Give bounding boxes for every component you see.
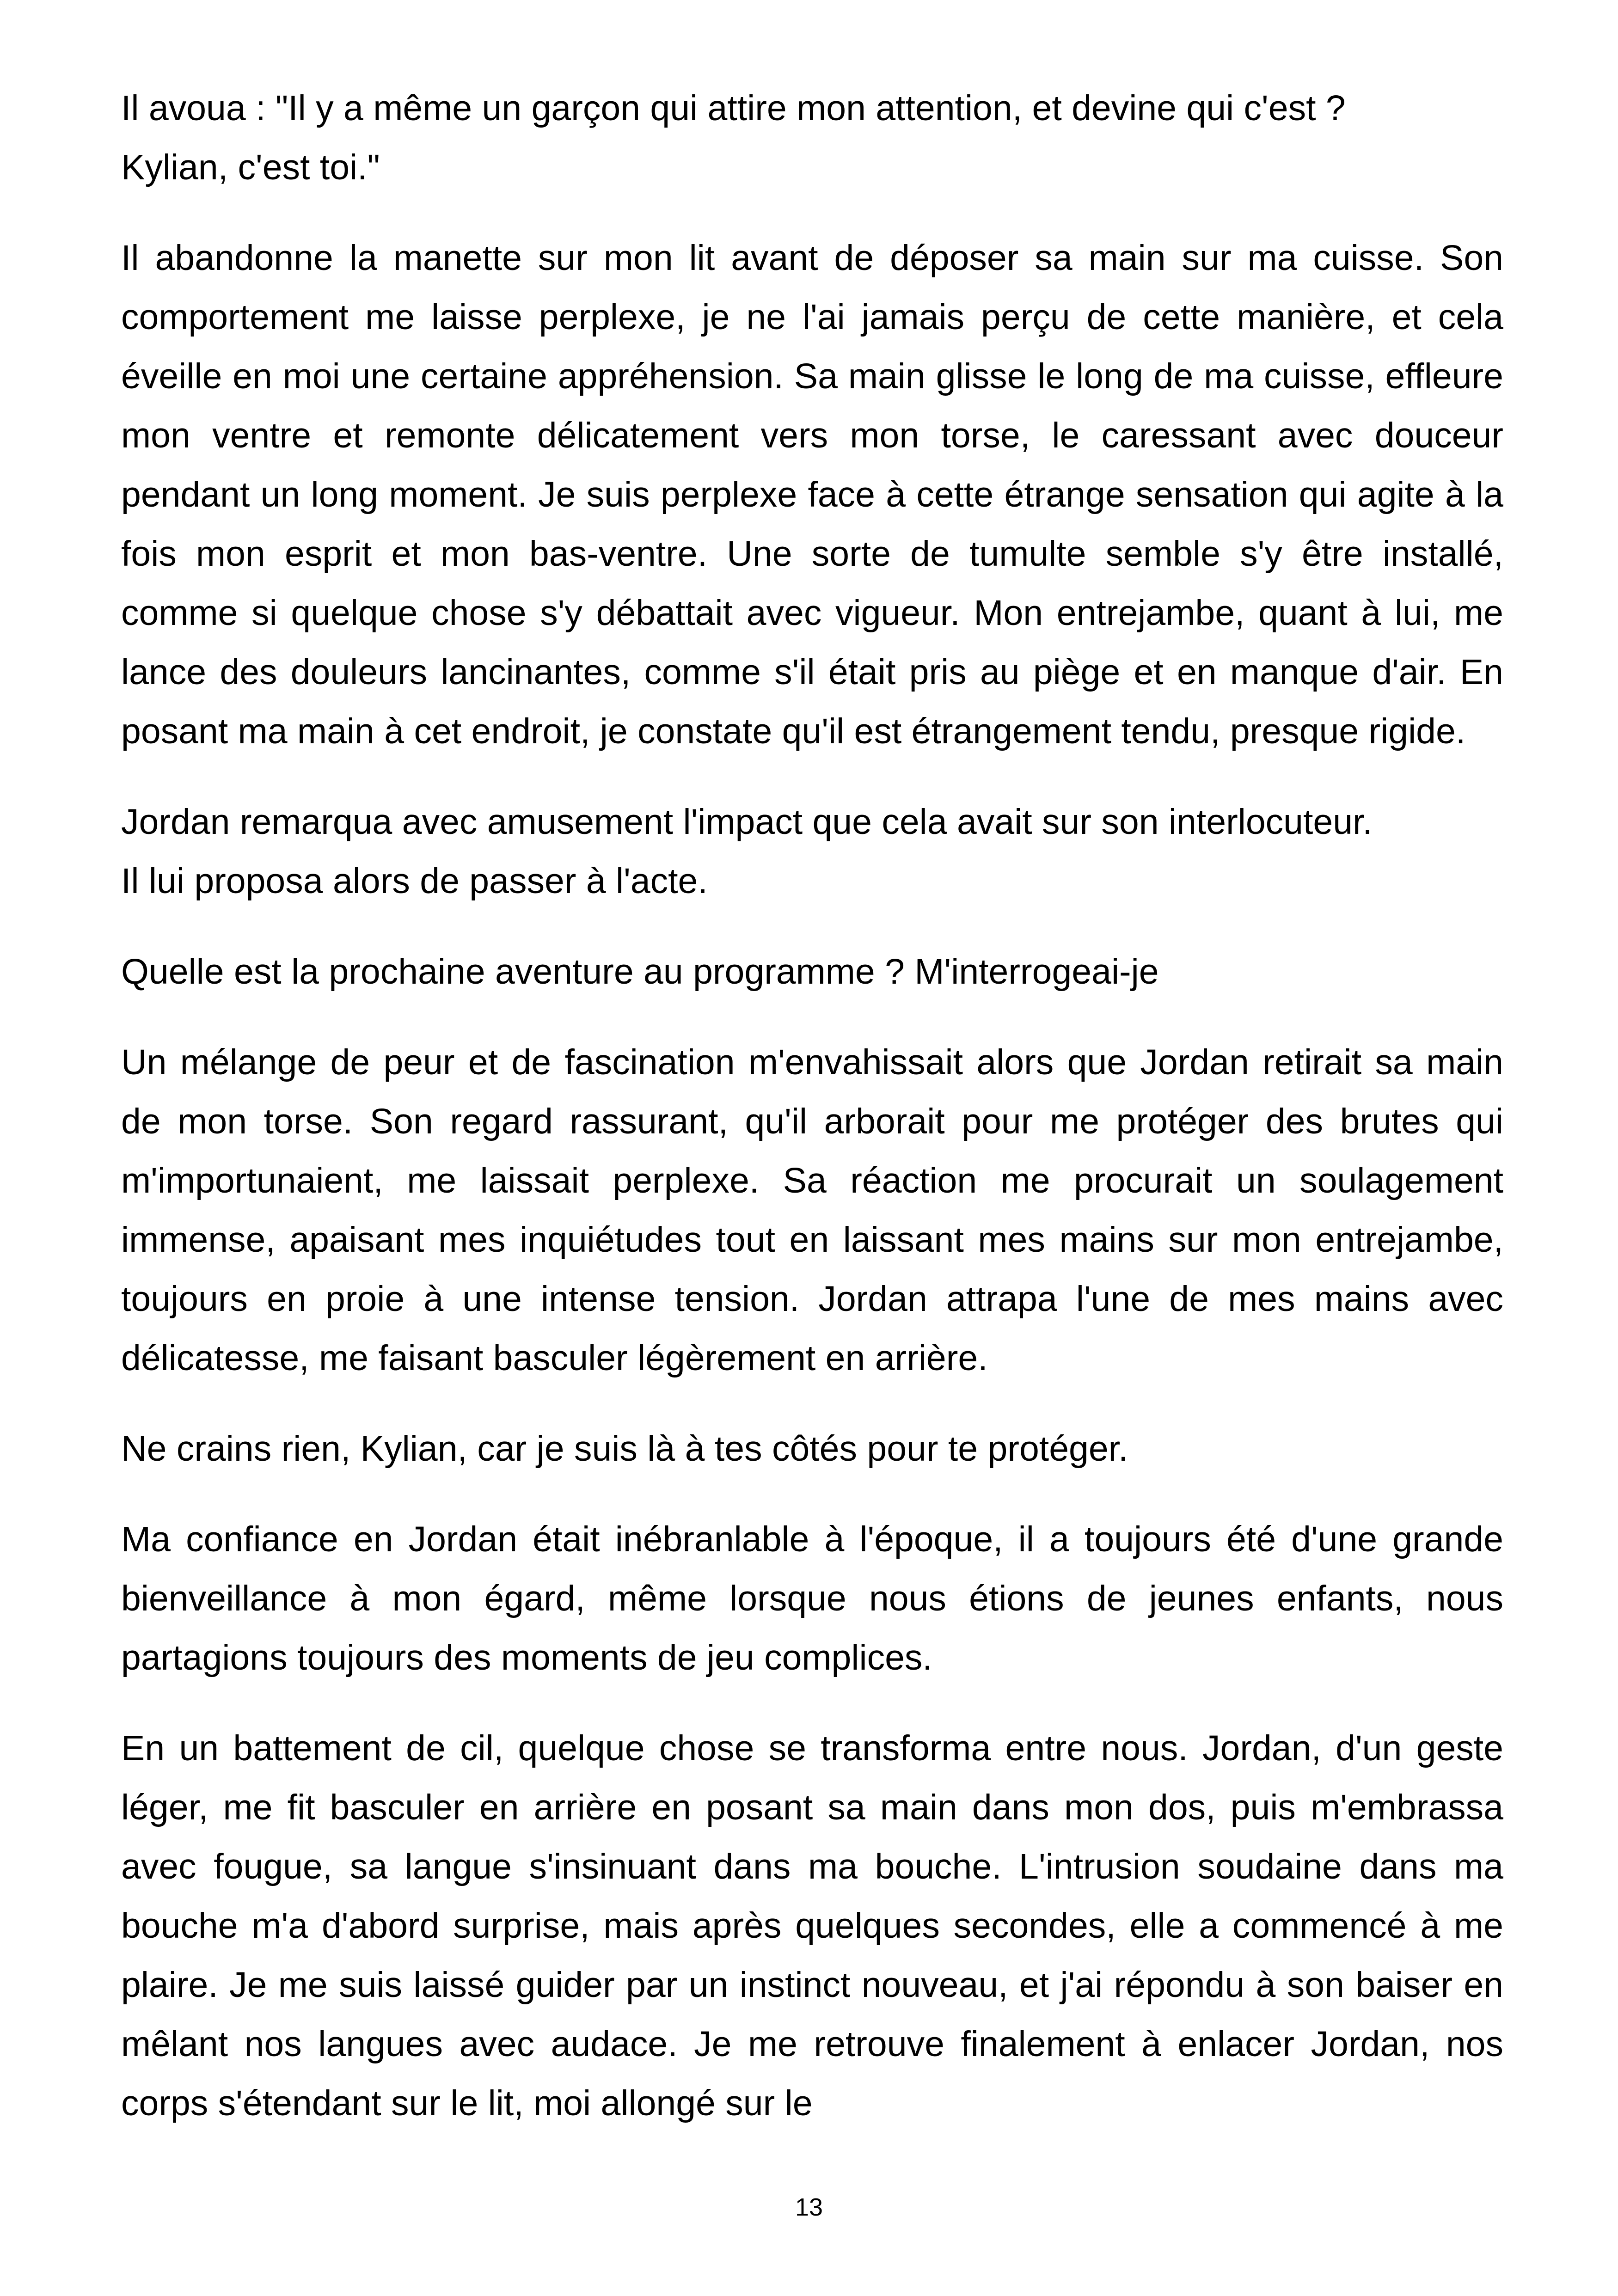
paragraph-6: Ne crains rien, Kylian, car je suis là à tes côtés pour te protéger. [121, 1429, 1128, 1469]
page-number: 13 [795, 2193, 823, 2221]
paragraph-2: Il abandonne la manette sur mon lit avant de déposer sa main sur ma cuisse. Son comportement me laisse perplexe, je ne l'ai jamais perçu de cette manière, et cela éveille en moi une certaine appréhension. Sa main glisse le long de ma cuisse, effleure mon ventre et remonte délicatement vers mon torse, le caressant avec douceur pendant un long moment. Je suis perplexe face à cette étrange sensation qui agite à la fois mon esprit et mon bas-ventre. Une sorte de tumulte semble s'y être installé, comme si quelque chose s'y débattait avec vigueur. Mon entrejambe, quant à lui, me lance des douleurs lancinantes, comme s'il était pris au piège et en manque d'air. En posant ma main à cet endroit, je constate qu'il est étrangement tendu, presque rigide. [121, 238, 1503, 751]
paragraph-4: Quelle est la prochaine aventure au programme ? M'interrogeai-je [121, 952, 1159, 992]
paragraph-8: En un battement de cil, quelque chose se transforma entre nous. Jordan, d'un geste léger, me fit basculer en arrière en posant sa main dans mon dos, puis m'embrassa avec fougue, sa langue s'insinuant dans ma bouche. L'intrusion soudaine dans ma bouche m'a d'abord surprise, mais après quelques secondes, elle a commencé à me plaire. Je me suis laissé guider par un instinct nouveau, et j'ai répondu à son baiser en mêlant nos langues avec audace. Je me retrouve finalement à enlacer Jordan, nos corps s'étendant sur le lit, moi allongé sur le [121, 1728, 1503, 2123]
paragraph-3: Jordan remarqua avec amusement l'impact que cela avait sur son interlocuteur. Il lui proposa alors de passer à l'acte. [121, 802, 1373, 901]
paragraph-7: Ma confiance en Jordan était inébranlable à l'époque, il a toujours été d'une grande bienveillance à mon égard, même lorsque nous étions de jeunes enfants, nous partagions toujours des moments de jeu complices. [121, 1519, 1503, 1678]
paragraph-5: Un mélange de peur et de fascination m'envahissait alors que Jordan retirait sa main de mon torse. Son regard rassurant, qu'il arborait pour me protéger des brutes qui m'importunaient, me laissait perplexe. Sa réaction me procurait un soulagement immense, apaisant mes inquiétudes tout en laissant mes mains sur mon entrejambe, toujours en proie à une intense tension. Jordan attrapa l'une de mes mains avec délicatesse, me faisant basculer légèrement en arrière. [121, 1042, 1503, 1378]
body-text [121, 79, 1503, 2164]
paragraph-1: Il avoua : "Il y a même un garçon qui attire mon attention, et devine qui c'est ? Kylian, c'est toi." [121, 88, 1346, 187]
